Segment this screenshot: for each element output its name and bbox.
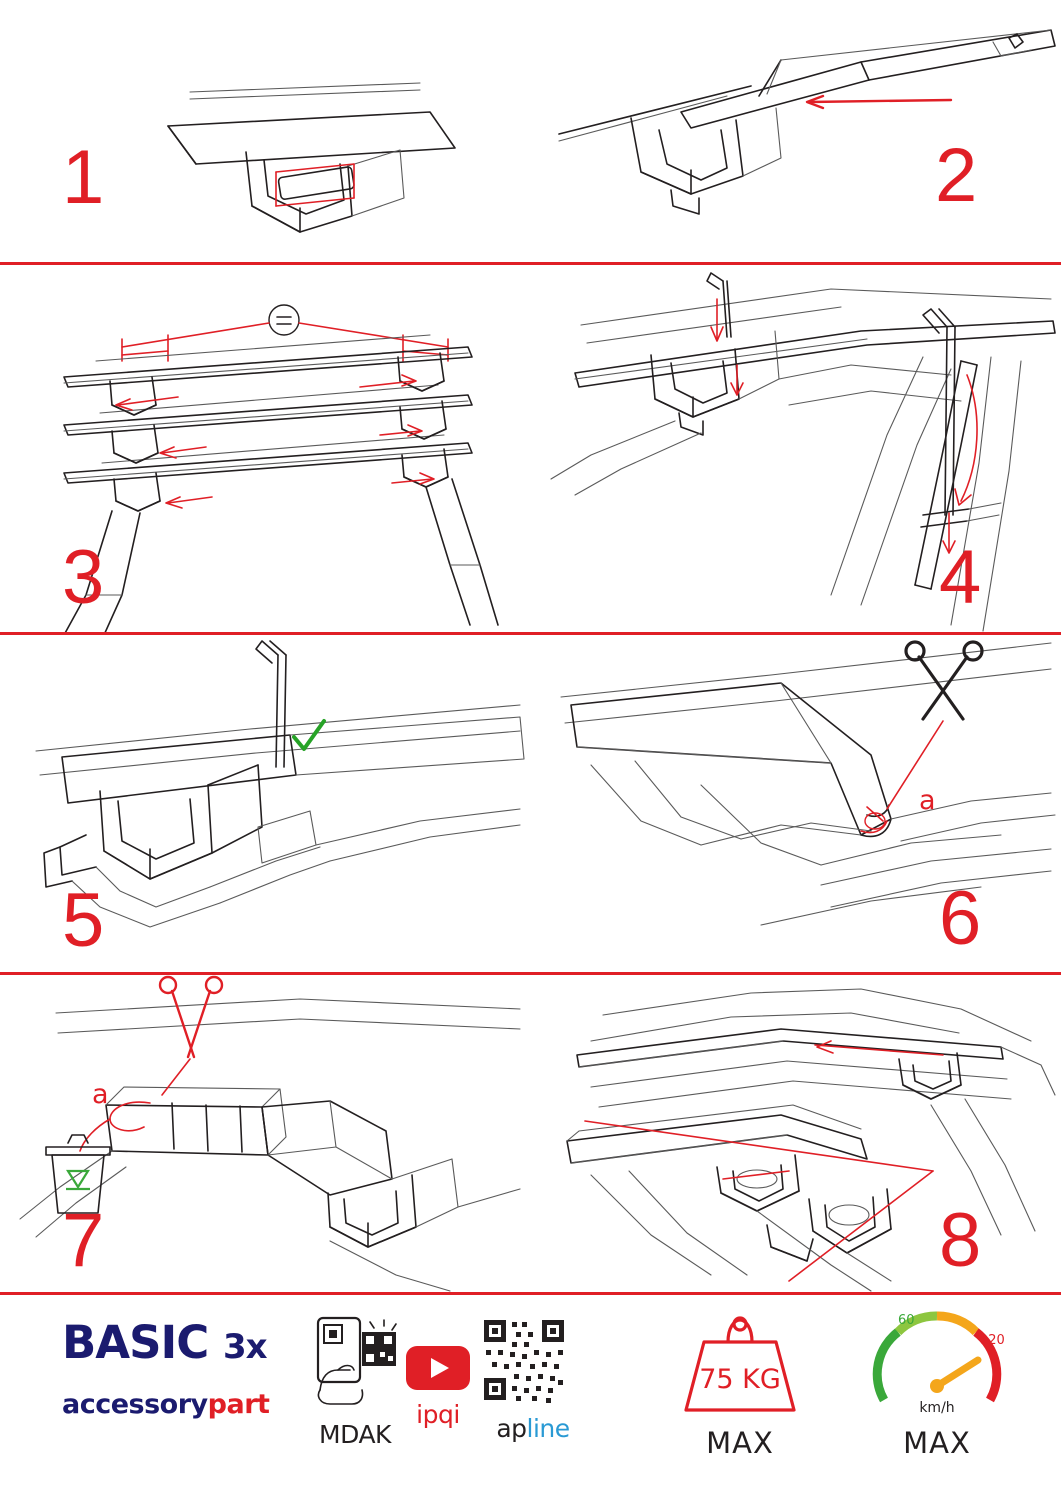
step-number-4: 4 — [939, 535, 982, 620]
company-name — [62, 1391, 282, 1418]
step-panel-6 — [531, 635, 1061, 972]
logo-apline — [478, 1314, 588, 1443]
logo-mdak — [300, 1312, 410, 1449]
footer-bar — [0, 1292, 1061, 1500]
phone-scan-icon — [300, 1312, 410, 1412]
company-suffix: part — [207, 1389, 270, 1420]
product-label: BASIC — [62, 1316, 209, 1369]
speed-tick-low: 60 — [898, 1313, 915, 1328]
scissors-icon-red — [160, 977, 222, 1057]
speed-tick-high: 120 — [980, 1333, 1005, 1348]
max-load-block — [660, 1306, 820, 1460]
step-number-5: 5 — [62, 878, 105, 963]
max-speed-block — [862, 1302, 1012, 1460]
step-number-7: 7 — [62, 1198, 105, 1283]
step-panel-2 — [531, 0, 1061, 262]
scissors-icon — [906, 642, 982, 719]
logo-apline-caption — [478, 1414, 588, 1443]
step-4-illustration — [531, 265, 1061, 632]
qr-code-icon[interactable] — [478, 1314, 570, 1406]
step-6-illustration — [531, 635, 1061, 972]
step-number-2: 2 — [935, 133, 978, 218]
step-number-8: 8 — [939, 1198, 982, 1283]
mdak-mid: A — [358, 1420, 376, 1449]
step-panel-8 — [531, 975, 1061, 1292]
apline-prefix: ap — [496, 1414, 527, 1443]
logo-ipqi — [398, 1340, 478, 1429]
speedometer-icon — [862, 1302, 1012, 1422]
step-2-illustration — [531, 0, 1061, 262]
weight-icon — [660, 1306, 820, 1422]
step-panel-4 — [531, 265, 1061, 632]
step-number-1: 1 — [62, 135, 105, 220]
mdak-prefix: MD — [319, 1420, 359, 1449]
weight-value: 75 KG — [699, 1364, 781, 1395]
speed-unit: km/h — [919, 1400, 955, 1416]
step-panel-1 — [0, 0, 530, 262]
max-load-label: MAX — [706, 1426, 774, 1460]
product-quantity: 3x — [222, 1327, 267, 1367]
logo-mdak-caption — [300, 1420, 410, 1449]
max-speed-label: MAX — [903, 1426, 971, 1460]
apline-suffix: line — [526, 1414, 570, 1443]
logo-ipqi-caption: ipqi — [416, 1400, 460, 1429]
step-number-3: 3 — [62, 535, 105, 620]
cut-label-a: a — [92, 1079, 109, 1110]
step-1-illustration — [0, 0, 530, 262]
company-prefix: accessory — [62, 1389, 208, 1420]
mdak-suffix: K — [375, 1420, 391, 1449]
step-panel-3 — [0, 265, 530, 632]
step-8-illustration — [531, 975, 1061, 1292]
cut-label-a: a — [919, 785, 936, 816]
step-panel-7 — [0, 975, 530, 1292]
brand-block — [62, 1316, 282, 1420]
product-name — [62, 1316, 282, 1369]
step-number-6: 6 — [939, 876, 982, 961]
step-panel-5 — [0, 635, 530, 972]
youtube-icon[interactable] — [398, 1340, 478, 1392]
